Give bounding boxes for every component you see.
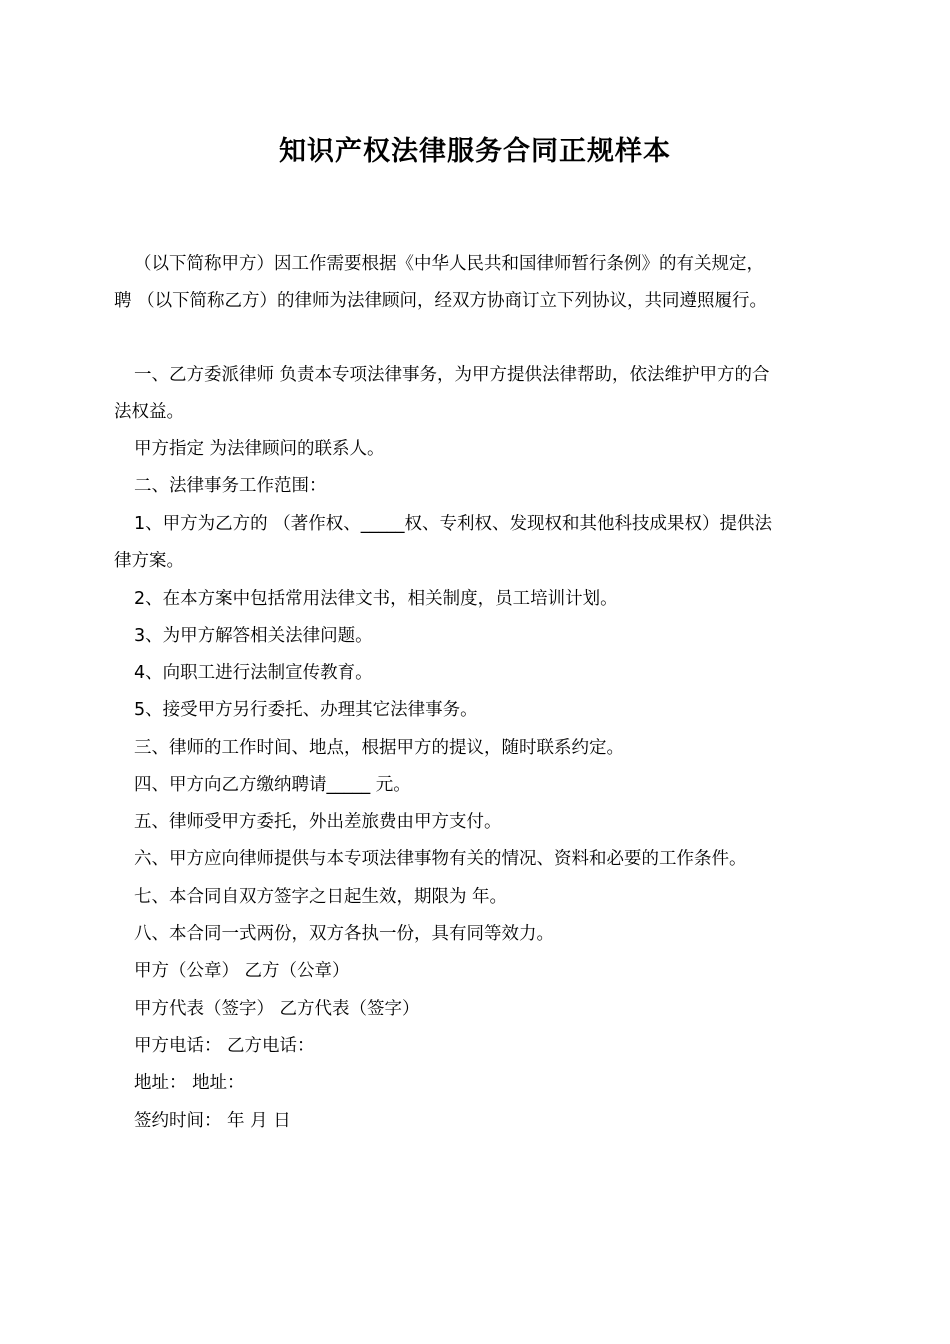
representative-line: 甲方代表（签字） 乙方代表（签字）: [134, 999, 420, 1019]
address-line: 地址： 地址：: [134, 1073, 245, 1093]
intro-line-2: 聘 （以下简称乙方）的律师为法律顾问，经双方协商订立下列协议，共同遵照履行。: [114, 291, 768, 311]
contact-person: 甲方指定 为法律顾问的联系人。: [134, 439, 385, 459]
clause-1-line-1: 一、乙方委派律师 负责本专项法律事务，为甲方提供法律帮助，依法维护甲方的合: [134, 365, 770, 385]
scope-item-3: 3、为甲方解答相关法律问题。: [134, 626, 373, 646]
phone-line: 甲方电话： 乙方电话：: [134, 1036, 315, 1056]
clause-6: 六、甲方应向律师提供与本专项法律事物有关的情况、资料和必要的工作条件。: [134, 849, 747, 869]
clause-8: 八、本合同一式两份，双方各执一份，具有同等效力。: [134, 924, 554, 944]
scope-item-4: 4、向职工进行法制宣传教育。: [134, 663, 373, 683]
clause-7: 七、本合同自双方签字之日起生效，期限为 年。: [134, 887, 508, 907]
signing-date-line: 签约时间： 年 月 日: [134, 1111, 291, 1131]
clause-1-line-2: 法权益。: [114, 402, 184, 422]
scope-item-1-line-2: 律方案。: [114, 551, 184, 571]
seal-line: 甲方（公章） 乙方（公章）: [134, 961, 350, 981]
intro-line-1: （以下简称甲方）因工作需要根据《中华人民共和国律师暂行条例》的有关规定，: [134, 254, 764, 274]
scope-item-2: 2、在本方案中包括常用法律文书，相关制度，员工培训计划。: [134, 589, 618, 609]
clause-4: 四、甲方向乙方缴纳聘请_____ 元。: [134, 775, 411, 795]
scope-item-5: 5、接受甲方另行委托、办理其它法律事务。: [134, 700, 478, 720]
clause-3: 三、律师的工作时间、地点，根据甲方的提议，随时联系约定。: [134, 738, 624, 758]
clause-2: 二、法律事务工作范围：: [134, 476, 327, 496]
document-title: 知识产权法律服务合同正规样本: [279, 136, 671, 167]
clause-5: 五、律师受甲方委托，外出差旅费由甲方支付。: [134, 812, 502, 832]
scope-item-1-line-1: 1、甲方为乙方的 （著作权、_____权、专利权、发现权和其他科技成果权）提供法: [134, 514, 772, 534]
